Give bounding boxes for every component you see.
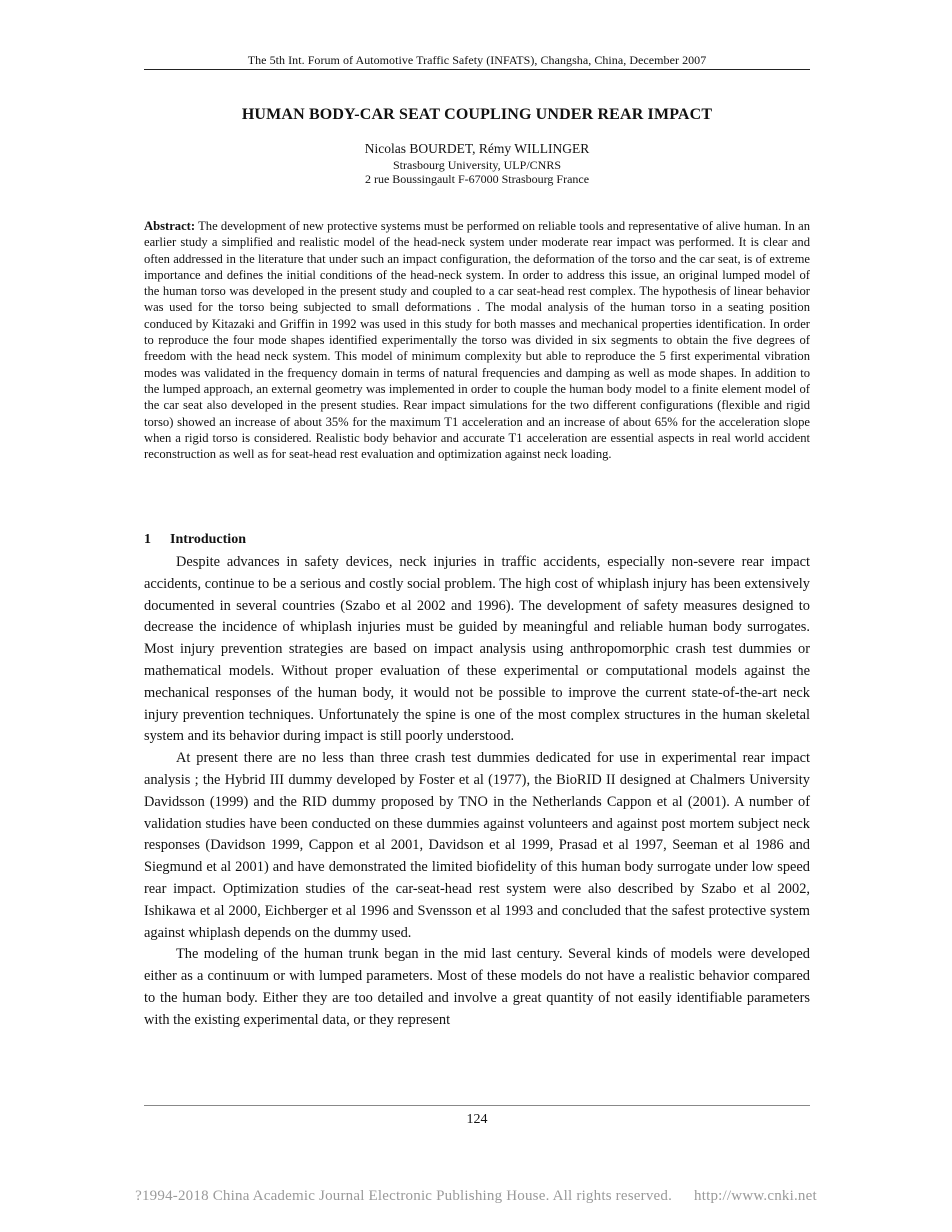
affiliation-institution: Strasbourg University, ULP/CNRS	[392, 158, 561, 172]
section-title: Introduction	[170, 532, 246, 547]
section-number: 1	[144, 532, 151, 547]
paragraph: At present there are no less than three crash test dummies dedicated for use in experimental rear impact analysis ; the Hybrid III dummy developed by Foster et al (1977), the BioRID II designed at Chalmers University Davidsson (1999) and the RID dummy proposed by TNO in the Netherlands Cappon et al (2001). A number of validation studies have been conducted on these dummies against volunteers and against post mortem subject neck responses (Davidson 1999, Cappon et al 2001, Davidson et al 1999, Prasad et al 1997, Seeman et al 1986 and Siegmund et al 2001) and have demonstrated the limited biofidelity of this human body surrogate under low speed rear impact. Optimization studies of the car-seat-head rest system were also described by Szabo et al 2002, Ishikawa et al 2000, Eichberger et al 1996 and Svensson et al 1993 and concluded that the safest protective system against whiplash depends on the dummy used.	[144, 750, 810, 941]
cnki-url: http://www.cnki.net	[694, 1188, 817, 1204]
author-list: Nicolas BOURDET, Rémy WILLINGER	[364, 141, 590, 156]
page-number: 124	[466, 1112, 488, 1127]
section-heading	[144, 531, 246, 549]
paragraph: Despite advances in safety devices, neck injuries in traffic accidents, especially non-severe rear impact accidents, continue to be a serious and costly social problem. The high cost of whiplash injury has been extensively documented in several countries (Szabo et al 2002 and 1996). The development of safety measures designed to decrease the incidence of whiplash injuries must be guided by meaningful and reliable human body surrogates. Most injury prevention strategies are based on impact analysis using anthropomorphic crash test dummies or mathematical models. Without proper evaluation of these experimental or computational models against the mechanical responses of the human body, it would not be possible to improve the current state-of-the-art neck injury prevention techniques. Unfortunately the spine is one of the most complex structures in the human skeletal system and its behavior during impact is still poorly understood.	[144, 554, 810, 745]
abstract-label: Abstract:	[144, 219, 196, 233]
footer-divider	[144, 1105, 810, 1106]
section-body	[144, 552, 810, 1032]
abstract-text: The development of new protective systems must be performed on reliable tools and representative of alive human. In an earlier study a simplified and realistic model of the head-neck system under moderate rear impact was performed. It is clear and often addressed in the literature that under such an impact configuration, the deformation of the torso and the car seat, is of extreme importance and defines the initial conditions of the head-neck system. In order to address this issue, an original lumped model of the human torso was developed in the present study and coupled to a car seat-head rest complex. The hypothesis of linear behavior was used for the torso being subjected to small deformations . The modal analysis of the human torso in a seating position conduced by Kitazaki and Griffin in 1992 was used in this study for both masses and mechanical properties identification. In order to reproduce the four mode shapes identified experimentally the torso was divided in six segments to obtain the five degrees of freedom with the head neck system. This model of minimum complexity but able to reproduce the 5 first experimental vibration modes was validated in the frequency domain in terms of natural frequencies and damping as well as mode shapes. In addition to the lumped approach, an external geometry was implemented in order to couple the human body model to a finite element model of the car seat also developed in the present studies. Rear impact simulations for the two different configurations (flexible and rigid torso) showed an increase of about 35% for the maximum T1 acceleration and an increase of about 65% for the acceleration slope when a rigid torso is considered. Realistic body behavior and accurate T1 acceleration are essential aspects in real world accident reconstruction as well as for seat-head rest evaluation and optimization against neck loading.	[144, 219, 810, 462]
paragraph: The modeling of the human trunk began in the mid last century. Several kinds of models were developed either as a continuum or with lumped parameters. Most of these models do not have a realistic behavior compared to the human body. Either they are too detailed and involve a great quantity of not easily identifiable parameters with the existing experimental data, or they represent	[144, 946, 810, 1028]
copyright-text: ?1994-2018 China Academic Journal Electronic Publishing House. All rights reserved.	[135, 1188, 673, 1204]
running-header: The 5th Int. Forum of Automotive Traffic Safety (INFATS), Changsha, China, December 2007	[247, 53, 707, 67]
copyright-watermark	[0, 1187, 952, 1205]
abstract	[144, 218, 810, 462]
header-divider	[144, 69, 810, 70]
paper-title: HUMAN BODY-CAR SEAT COUPLING UNDER REAR IMPACT	[241, 106, 713, 123]
affiliation-address: 2 rue Boussingault F-67000 Strasbourg France	[364, 172, 590, 186]
